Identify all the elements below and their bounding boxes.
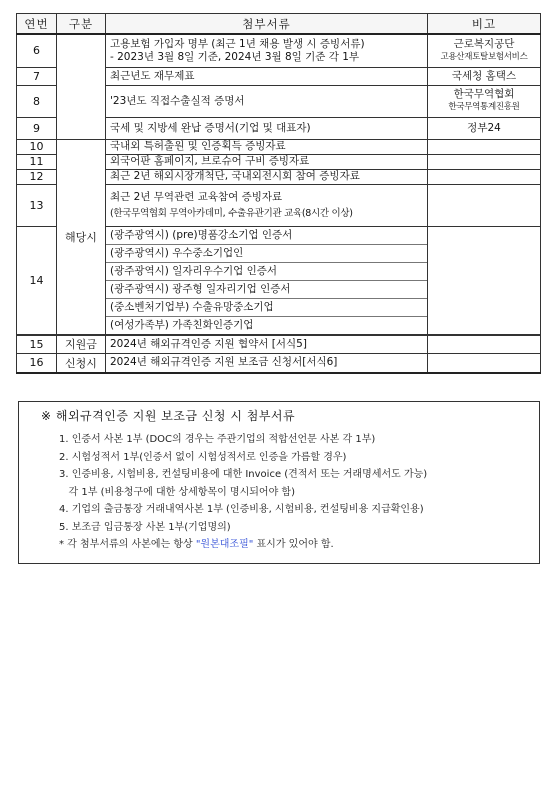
category-cell: 지원금 <box>57 335 106 354</box>
note-line: 국세청 홈택스 <box>451 69 517 82</box>
row-note <box>428 139 541 154</box>
footnote-highlight: "원본대조필" <box>195 539 254 550</box>
row-documents <box>106 184 428 226</box>
notice-footnote <box>59 536 427 554</box>
note-line: 고용산재토탈보험서비스 <box>440 51 528 62</box>
row-no: 10 <box>17 139 57 154</box>
row-no: 13 <box>17 184 57 226</box>
row-note <box>428 34 541 67</box>
category-cell-empty <box>57 34 106 139</box>
document-line: 외국어판 홈페이지, 브로슈어 구비 증빙자료 <box>110 155 310 167</box>
document-line: (여성가족부) 가족친화인증기업 <box>110 318 254 331</box>
row-no: 16 <box>17 354 57 373</box>
table-header-row <box>17 14 541 35</box>
notice-item: 5. 보조금 입금통장 사본 1부(기업명의) <box>59 521 231 533</box>
row-note <box>428 117 541 139</box>
category-cell: 해당시 <box>57 139 106 335</box>
document-line: (광주광역시) 광주형 일자리기업 인증서 <box>106 281 427 299</box>
document-line: (한국무역협회 무역아카데미, 수출유관기관 교육(8시간 이상) <box>110 207 353 219</box>
table-row <box>17 354 541 373</box>
row-documents <box>106 335 428 354</box>
header-documents: 첨부서류 <box>106 14 428 35</box>
row-no: 7 <box>17 67 57 85</box>
header-no: 연번 <box>17 14 57 35</box>
row-note <box>428 226 541 335</box>
row-no: 9 <box>17 117 57 139</box>
notice-item: 2. 시험성적서 1부(인증서 없이 시험성적서로 인증을 가름할 경우) <box>59 451 347 463</box>
note-line: 한국무역협회 <box>453 88 515 100</box>
note-line: 한국무역통계진흥원 <box>448 102 520 112</box>
document-line: 최근 2년 해외시장개척단, 국내외전시회 참여 증빙자료 <box>110 170 360 182</box>
row-note <box>428 184 541 226</box>
document-line: (중소벤처기업부) 수출유망중소기업 <box>106 299 427 317</box>
document-line: 2024년 해외규격인증 지원 보조금 신청서[서식6] <box>110 356 338 369</box>
note-line: 근로복지공단 <box>453 37 515 50</box>
row-note <box>428 67 541 85</box>
row-no: 14 <box>17 226 57 335</box>
row-documents <box>106 354 428 373</box>
category-cell: 신청시 <box>57 354 106 373</box>
row-no: 11 <box>17 154 57 169</box>
document-line: - 2023년 3월 8일 기준, 2024년 3월 8일 기준 각 1부 <box>110 50 360 63</box>
row-documents <box>106 154 428 169</box>
document-line: 국내외 특허출원 및 인증획득 증빙자료 <box>110 140 286 152</box>
row-no: 15 <box>17 335 57 354</box>
notice-box <box>18 401 540 564</box>
document-line: 국세 및 지방세 완납 증명서(기업 및 대표자) <box>110 121 311 134</box>
table-row <box>17 139 541 154</box>
notice-item: 각 1부 (비용청구에 대한 상세항목이 명시되어야 함) <box>59 486 295 498</box>
document-line: (광주광역시) 일자리우수기업 인증서 <box>106 263 427 281</box>
notice-item: 4. 기업의 출금통장 거래내역사본 1부 (인증비용, 시험비용, 컨설팅비용 지급확인용) <box>59 504 424 515</box>
document-line: '23년도 직접수출실적 증명서 <box>110 94 245 107</box>
row-documents <box>106 169 428 184</box>
table-row <box>17 335 541 354</box>
footnote-suffix: 표시가 있어야 함. <box>253 539 334 550</box>
notice-item: 1. 인증서 사본 1부 (DOC의 경우는 주관기업의 적합선언문 사본 각 1부) <box>59 434 376 445</box>
notice-list <box>59 431 427 554</box>
table-row <box>17 34 541 67</box>
footnote-prefix: * 각 첨부서류의 사본에는 항상 <box>59 539 196 550</box>
notice-title: ※ 해외규격인증 지원 보조금 신청 시 첨부서류 <box>41 409 296 423</box>
document-line: (광주광역시) (pre)명품강소기업 인증서 <box>106 227 427 245</box>
document-line: (광주광역시) 우수중소기업인 <box>106 245 427 263</box>
row-note <box>428 85 541 117</box>
document-line: 최근 2년 무역관련 교육참여 증빙자료 <box>110 190 283 203</box>
row-documents <box>106 117 428 139</box>
header-note: 비고 <box>428 14 541 35</box>
row-documents <box>106 67 428 85</box>
notice-item: 3. 인증비용, 시험비용, 컨설팅비용에 대한 Invoice (견적서 또는 거래명세서도 가능) <box>59 469 428 480</box>
header-category: 구분 <box>57 14 106 35</box>
row-no: 8 <box>17 85 57 117</box>
attachments-table <box>16 13 541 374</box>
note-line: 정부24 <box>467 121 501 134</box>
row-note <box>428 154 541 169</box>
document-line: 최근년도 재무제표 <box>110 69 195 82</box>
row-note <box>428 335 541 354</box>
row-note <box>428 354 541 373</box>
row-documents <box>106 85 428 117</box>
row-no: 12 <box>17 169 57 184</box>
row-note <box>428 169 541 184</box>
row-documents <box>106 34 428 67</box>
document-line: 2024년 해외규격인증 지원 협약서 [서식5] <box>110 337 307 350</box>
row-documents <box>106 226 428 335</box>
row-documents <box>106 139 428 154</box>
document-line: 고용보험 가입자 명부 (최근 1년 채용 발생 시 증빙서류) <box>110 37 365 50</box>
row-no: 6 <box>17 34 57 67</box>
